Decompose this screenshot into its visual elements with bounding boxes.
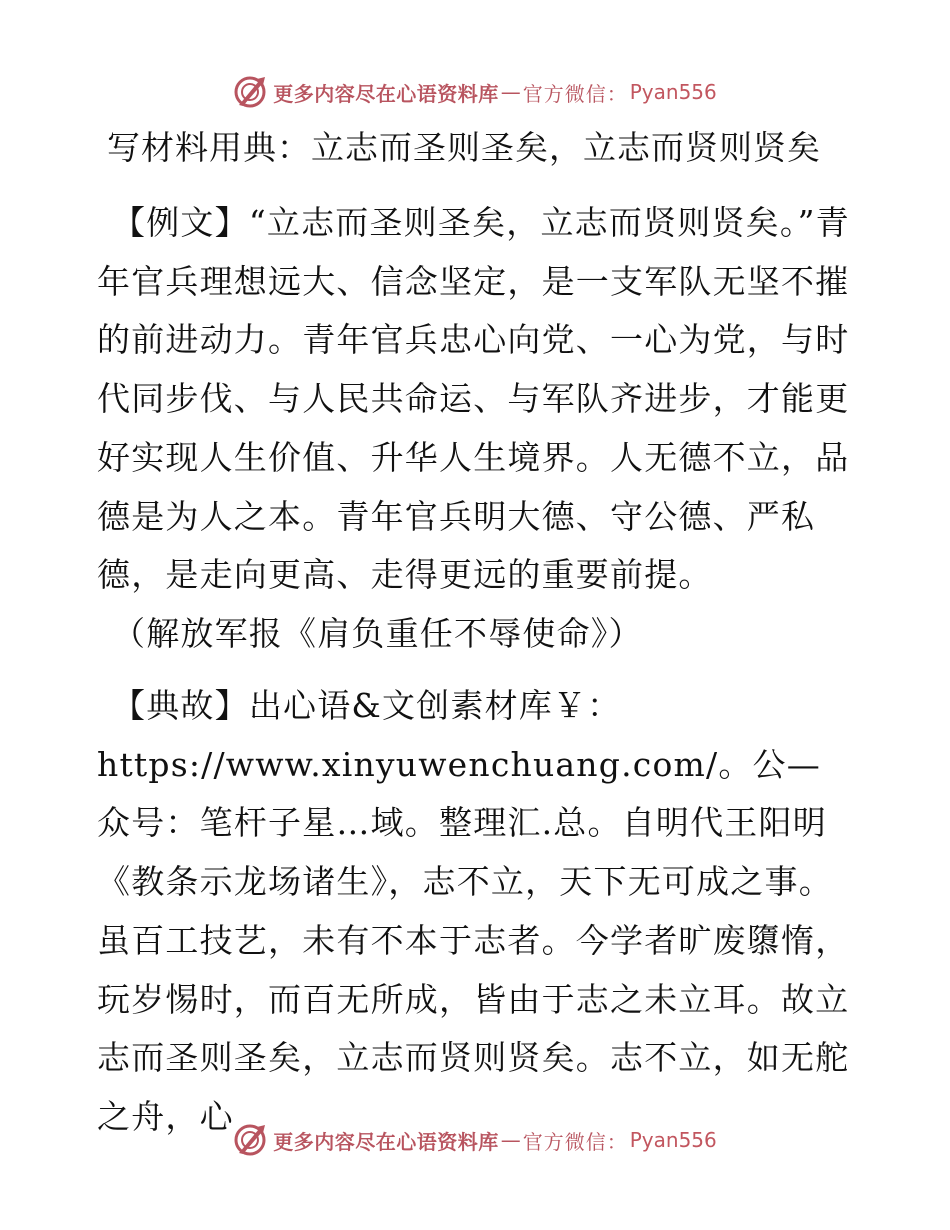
example-body: “立志而圣则圣矣，立志而贤则贤矣。”青年官兵理想远大、信念坚定，是一支军队无坚不摧的前进动力。青年官兵忠心向党、一心为党，与时代同步伐、与人民共命运、与军队齐进步，才能更好实现人生价值、升华人生境界。人无德不立，品德是为人之本。青年官兵明大德、守公德、严私德，是走向更高、走得更远的重要前提。 (97, 203, 850, 595)
banner-separator: — (500, 1128, 521, 1152)
example-source: （解放军报《肩负重任不辱使命》） (112, 613, 643, 653)
banner-account: Pyan556 (629, 1128, 717, 1152)
document-title: 写材料用典：立志而圣则圣矣，立志而贤则贤矣 (107, 128, 821, 167)
banner-account-label: 官方微信： (522, 1129, 628, 1154)
allusion-body: 出心语&文创素材库￥：https://www.xinyuwenchuang.com/。公—众号：笔杆子星…域。整理汇.总。自明代王阳明《教条示龙场诸生》，志不立，天下无可成之事。虽百工技艺，未有不本于志者。今学者旷废隳惰，玩岁惕时，而百无所成，皆由于志之未立耳。故立志而圣则圣矣，立志而贤则贤矣。志不立，如无舵之舟，心 (97, 686, 850, 1136)
allusion-paragraph (97, 677, 852, 1147)
header-watermark-banner (0, 72, 950, 112)
banner-slogan: 更多内容尽在心语资料库 (273, 1129, 499, 1154)
banner-account-label: 官方微信： (522, 81, 628, 106)
example-heading: 【例文】 (112, 203, 249, 242)
banner-slogan: 更多内容尽在心语资料库 (273, 81, 499, 106)
feather-pen-logo-icon (233, 1123, 267, 1157)
feather-pen-logo-icon (233, 75, 267, 109)
allusion-heading: 【典故】 (112, 686, 249, 725)
banner-account: Pyan556 (629, 80, 717, 104)
footer-watermark-banner (0, 1120, 950, 1160)
example-paragraph (97, 194, 852, 664)
banner-separator: — (500, 80, 521, 104)
